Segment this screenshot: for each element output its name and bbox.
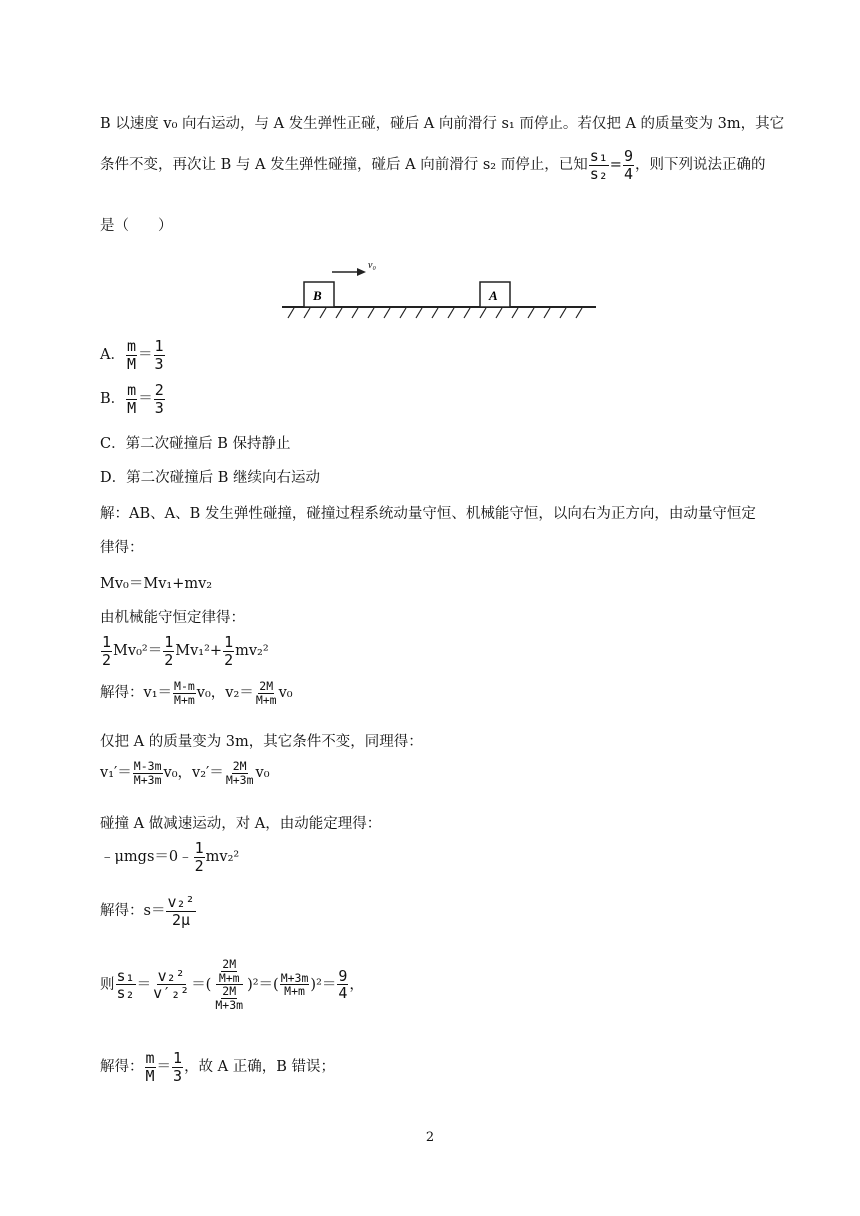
- arrowhead: [357, 268, 366, 276]
- compound-numerator: $\frac{2M}{M+m}$: [218, 957, 240, 985]
- question-line-2: 条件不变，再次让 B 与 A 发生弹性碰撞，碰后 A 向前滑行 s₂ 而停止，已知 $\frac{\text{s₁}}{\text{s₂}}$ = $\frac{9}{4}$ ，则下列说法正确的: [100, 147, 766, 183]
- result-fraction: $\frac{9}{4}$: [338, 966, 348, 1003]
- solution-line-2: 律得：: [100, 540, 144, 556]
- option-d[interactable]: D．第二次碰撞后 B 继续向右运动: [100, 470, 320, 486]
- block-b-label: B: [313, 288, 322, 303]
- s-ratio-fraction: $\frac{\text{s₁}}{\text{s₂}}$: [116, 966, 135, 1003]
- velocity-solution-2: v₁′＝ $\frac{M-3m}{M+3m}$ v₀，v₂′＝ $\frac{2M}{M+3m}$ v₀: [100, 759, 270, 787]
- mass-ratio-fraction: $\frac{M+3m}{M+m}$: [280, 970, 309, 999]
- page-number: 2: [425, 1130, 435, 1145]
- option-b-value: $\frac{2}{3}$: [154, 381, 164, 417]
- option-b[interactable]: B． $\frac{m}{M}$ ＝ $\frac{2}{3}$: [100, 381, 164, 417]
- value-fraction: $\frac{9}{4}$: [623, 147, 633, 183]
- ratio-derivation: 则 $\frac{\text{s₁}}{\text{s₂}}$ ＝ $\frac{\text{v₂²}}{\text{v′₂²}}$ ＝( $\frac{\frac{2M}{M+m}}{\frac{2M}{M+3m}}$ )²＝( $\frac{M+3m}{M+m}$ )²＝ $\frac{9}{4}$ ，: [100, 957, 364, 1012]
- v1-prime-fraction: $\frac{M-3m}{M+3m}$: [133, 759, 162, 787]
- velocity-solution: 解得：v₁＝ $\frac{M-m}{M+m}$ v₀，v₂＝ $\frac{2M}{M+m}$ v₀: [100, 679, 293, 707]
- velocity-label: v₀: [368, 260, 376, 271]
- momentum-equation: Mv₀＝Mv₁+mv₂: [100, 576, 213, 592]
- v2-fraction: $\frac{2M}{M+m}$: [255, 679, 277, 707]
- solution-line-4: 由机械能守恒定律得：: [100, 610, 245, 626]
- half-fraction: $\frac{1}{2}$: [164, 633, 174, 669]
- solution-line-9: 碰撞 A 做减速运动，对 A，由动能定理得：: [100, 816, 382, 832]
- answer-ratio: $\frac{m}{M}$: [145, 1049, 155, 1085]
- option-a[interactable]: A． $\frac{m}{M}$ ＝ $\frac{1}{3}$: [100, 337, 164, 373]
- half-fraction: $\frac{1}{2}$: [194, 839, 204, 875]
- question-line-3: 是（ ）: [100, 218, 173, 234]
- question-line-1: B 以速度 v₀ 向右运动，与 A 发生弹性正碰，碰后 A 向前滑行 s₁ 而停止。若仅把 A 的质量变为 3m，其它: [100, 116, 785, 132]
- option-b-ratio: $\frac{m}{M}$: [127, 381, 137, 417]
- compound-fraction: [212, 958, 246, 1012]
- half-fraction: $\frac{1}{2}$: [102, 633, 112, 669]
- solution-line-7: 仅把 A 的质量变为 3m，其它条件不变，同理得：: [100, 734, 423, 750]
- energy-equation: $\frac{1}{2}$ Mv₀²＝ $\frac{1}{2}$ Mv₁²+ $\frac{1}{2}$ mv₂²: [102, 633, 269, 669]
- option-c[interactable]: C．第二次碰撞后 B 保持静止: [100, 436, 291, 452]
- ratio-fraction: $\frac{\text{s₁}}{\text{s₂}}$: [589, 147, 608, 183]
- block-a-label: A: [489, 288, 498, 303]
- collision-diagram: [280, 250, 600, 325]
- distance-fraction: $\frac{\text{v₂²}}{2\mu}$: [167, 893, 195, 929]
- v-ratio-fraction: $\frac{\text{v₂²}}{\text{v′₂²}}$: [153, 966, 190, 1003]
- work-energy-equation: ﹣μmgs＝0﹣ $\frac{1}{2}$ mv₂²: [100, 839, 240, 875]
- final-answer: 解得： $\frac{m}{M}$ ＝ $\frac{1}{3}$ ，故 A 正确，B 错误；: [100, 1049, 336, 1085]
- distance-solution: 解得：s＝ $\frac{\text{v₂²}}{2\mu}$: [100, 893, 195, 929]
- half-fraction: $\frac{1}{2}$: [224, 633, 234, 669]
- ground-hatching: [288, 308, 582, 318]
- solution-line-1: 解：AB、A、B 发生弹性碰撞，碰撞过程系统动量守恒、机械能守恒，以向右为正方向，由动量守恒定: [100, 506, 756, 522]
- answer-value: $\frac{1}{3}$: [173, 1049, 183, 1085]
- option-a-ratio: $\frac{m}{M}$: [126, 337, 137, 373]
- v2-prime-fraction: $\frac{2M}{M+3m}$: [225, 759, 254, 787]
- v1-fraction: $\frac{M-m}{M+m}$: [174, 679, 195, 707]
- compound-denominator: $\frac{2M}{M+3m}$: [215, 984, 244, 1012]
- option-a-value: $\frac{1}{3}$: [154, 337, 164, 373]
